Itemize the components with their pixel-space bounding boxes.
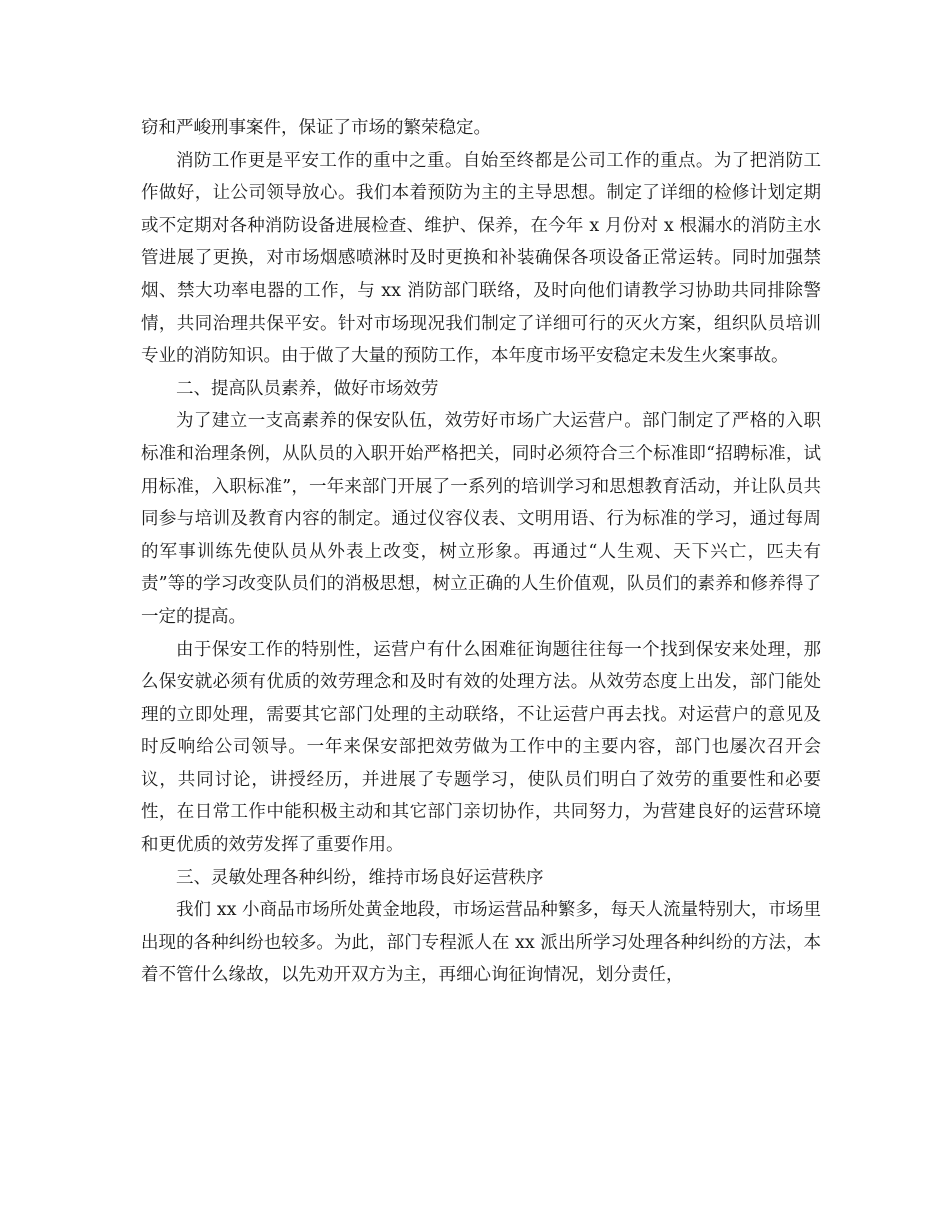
- document-body: [141, 112, 821, 992]
- paragraph-continuation: 窃和严峻刑事案件，保证了市场的繁荣稳定。: [141, 118, 491, 138]
- section-heading-3: 三、灵敏处理各种纠纷，维持市场良好运营秩序: [176, 867, 544, 888]
- paragraph-service: 由于保安工作的特别性，运营户有什么困难征询题往往每一个找到保安来处理，那么保安就必须有优质的效劳理念和及时有效的处理方法。从效劳态度上出发，部门能处理的立即处理，需要其它部门处理的主动联络，不让运营户再去找。对运营户的意见及时反响给公司领导。一年来保安部把效劳做为工作中的主要内容，部门也屡次召开会议，共同讨论，讲授经历，并进展了专题学习，使队员们明白了效劳的重要性和必要性，在日常工作中能积极主动和其它部门亲切协作，共同努力，为营建良好的运营环境和更优质的效劳发挥了重要作用。: [141, 639, 821, 856]
- paragraph-disputes: 我们 xx 小商品市场所处黄金地段，市场运营品种繁多，每天人流量特别大，市场里出现的各种纠纷也较多。为此，部门专程派人在 xx 派出所学习处理各种纠纷的方法，本着不管什么缘故，以先劝开双方为主，再细心询征询情况，划分责任，: [141, 900, 821, 986]
- section-heading-2: 二、提高队员素养，做好市场效劳: [176, 378, 439, 399]
- paragraph-team-quality: 为了建立一支高素养的保安队伍，效劳好市场广大运营户。部门制定了严格的入职标准和治理条例，从队员的入职开始严格把关，同时必须符合三个标准即“招聘标准，试用标准，入职标准”，一年来部门开展了一系列的培训学习和思想教育活动，并让队员共同参与培训及教育内容的制定。通过仪容仪表、文明用语、行为标准的学习，通过每周的军事训练先使队员从外表上改变，树立形象。再通过“人生观、天下兴亡，匹夫有责”等的学习改变队员们的消极思想，树立正确的人生价值观，队员们的素养和修养得了一定的提高。: [141, 411, 821, 627]
- paragraph-fire-safety: 消防工作更是平安工作的重中之重。自始至终都是公司工作的重点。为了把消防工作做好，让公司领导放心。我们本着预防为主的主导思想。制定了详细的检修计划定期或不定期对各种消防设备进展检查、维护、保养，在今年 x 月份对 x 根漏水的消防主水管进展了更换，对市场烟感喷淋时及时更换和补装确保各项设备正常运转。同时加强禁烟、禁大功率电器的工作，与 xx 消防部门联络，及时向他们请教学习协助共同排除警情，共同治理共保平安。针对市场现况我们制定了详细可行的灭火方案，组织队员培训专业的消防知识。由于做了大量的预防工作，本年度市场平安稳定未发生火案事故。: [141, 150, 821, 367]
